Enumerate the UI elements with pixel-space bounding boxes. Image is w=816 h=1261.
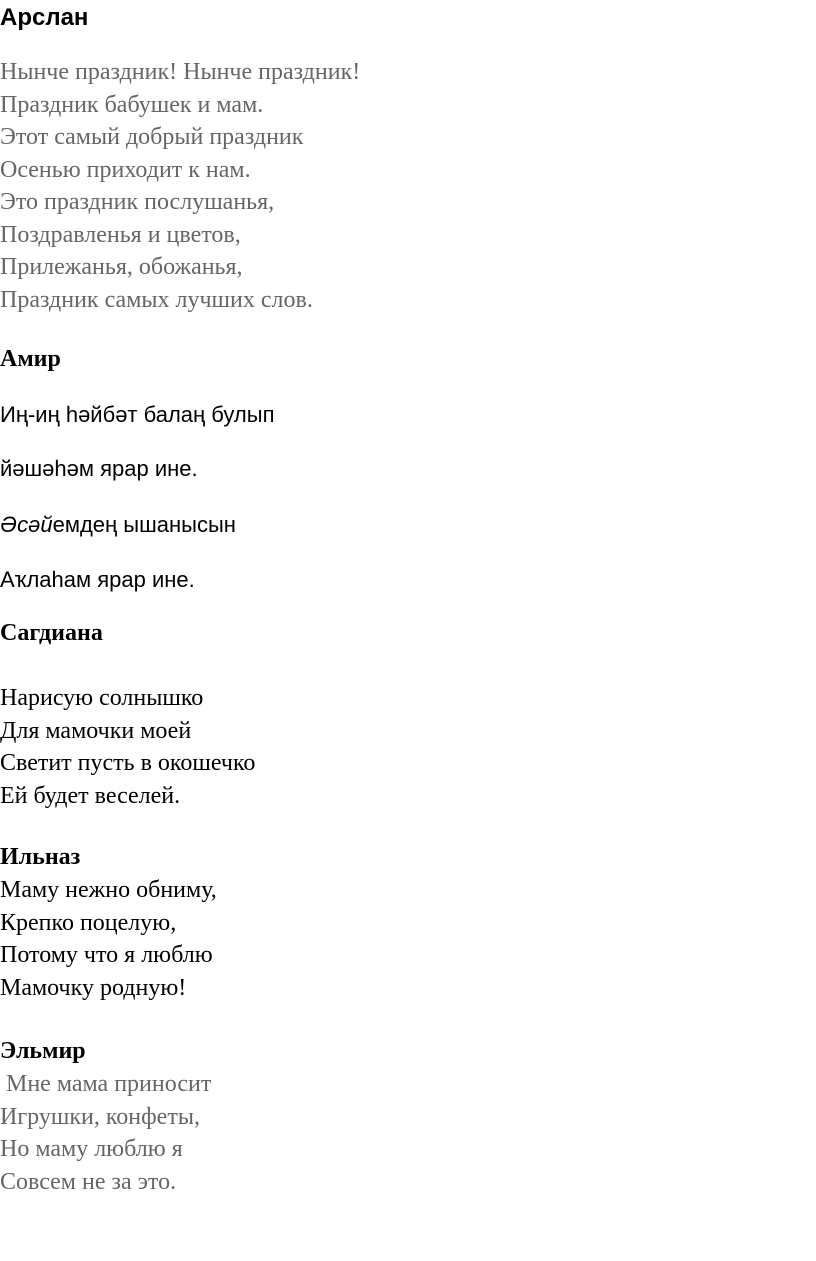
poem-stanza	[0, 1068, 211, 1198]
author-heading: Амир	[0, 346, 61, 372]
poem-stanza	[0, 874, 217, 1004]
poem-line: Крепко поцелую,	[0, 909, 177, 936]
poem-line: Мамочку родную!	[0, 974, 187, 1001]
poem-line: Праздник бабушек и мам.	[0, 91, 264, 118]
poem-line: Маму нежно обниму,	[0, 877, 217, 903]
poem-line: Потому что я люблю	[0, 942, 213, 968]
author-heading: Сагдиана	[0, 620, 103, 646]
poem-line: Осенью приходит к нам.	[0, 156, 251, 183]
poem-line: Но маму люблю я	[0, 1136, 183, 1162]
poem-line: Нынче праздник! Нынче праздник!	[0, 59, 361, 85]
poem-line: Для мамочки моей	[0, 717, 192, 744]
poem-line: Светит пусть в окошечко	[0, 750, 256, 776]
poem-line-italic-prefix: Әсәй	[0, 512, 53, 537]
poem-line: Мне мама приносит	[0, 1071, 212, 1097]
author-heading: Эльмир	[0, 1038, 86, 1064]
poem-line-rest: емдең ышанысын	[52, 512, 236, 537]
poem-line	[0, 512, 236, 538]
poem-line: Этот самый добрый праздник	[0, 124, 304, 150]
poem-line: йәшәһәм ярар ине.	[0, 456, 198, 481]
poem-stanza	[0, 56, 360, 316]
poem-line: Это праздник послушанья,	[0, 189, 275, 215]
poem-line: Ей будет веселей.	[0, 782, 181, 809]
poem-line: Нарисую солнышко	[0, 685, 204, 711]
poem-line: Аҡлаһам ярар ине.	[0, 567, 195, 592]
poem-line: Поздравленья и цветов,	[0, 221, 241, 248]
poem-line: Иң-иң һәйбәт балаң булып	[0, 402, 275, 427]
poem-line: Игрушки, конфеты,	[0, 1103, 200, 1130]
poem-line: Прилежанья, обожанья,	[0, 254, 243, 280]
poem-stanza	[0, 682, 255, 812]
author-heading: Арслан	[0, 4, 89, 31]
poem-line: Совсем не за это.	[0, 1168, 177, 1195]
author-heading: Ильназ	[0, 844, 81, 870]
poem-line: Праздник самых лучших слов.	[0, 286, 313, 313]
